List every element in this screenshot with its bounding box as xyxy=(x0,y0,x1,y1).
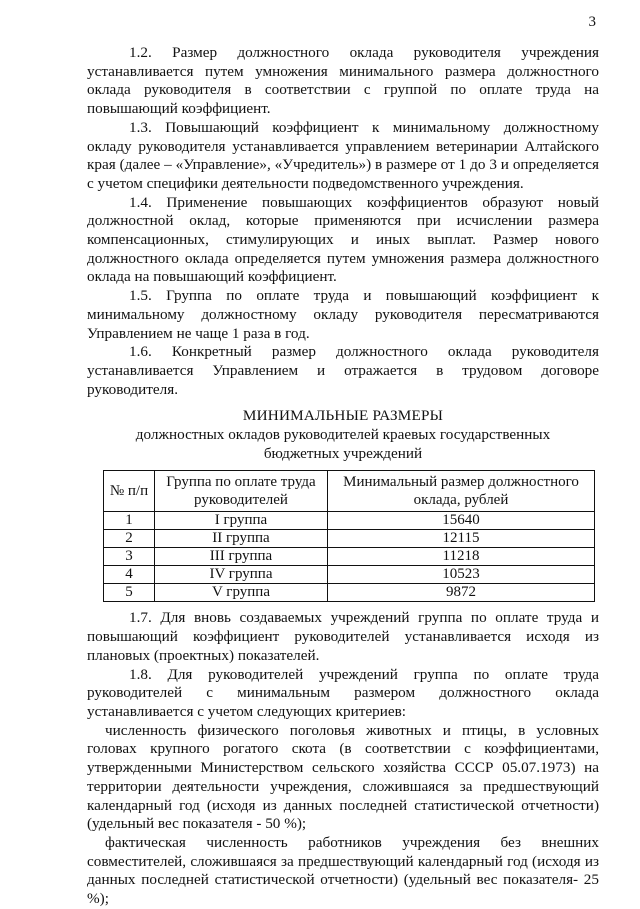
header-number: № п/п xyxy=(104,471,155,512)
paragraph-1-3: 1.3. Повышающий коэффициент к минимальному должностному окладу руководителя устанавливается управлением ветеринарии Алтайского края (далее – «Управление», «Учредитель») в размере от 1 до 3 и определяется с учетом специфики деятельности подведомственного учреждения. xyxy=(87,118,599,192)
row-salary: 9872 xyxy=(328,584,595,602)
row-number: 2 xyxy=(104,530,155,548)
paragraph-1-8: 1.8. Для руководителей учреждений группа по оплате труда руководителей с минимальным размером должностного оклада устанавливается с учетом следующих критериев: xyxy=(87,665,599,720)
row-number: 5 xyxy=(104,584,155,602)
row-group: IV группа xyxy=(155,566,328,584)
paragraph-1-7: 1.7. Для вновь создаваемых учреждений группа по оплате труда и повышающий коэффициент руководителей устанавливается исходя из плановых (проектных) показателей. xyxy=(87,609,599,664)
header-group: Группа по оплате труда руководителей xyxy=(155,471,328,512)
row-number: 4 xyxy=(104,566,155,584)
row-salary: 15640 xyxy=(328,512,595,530)
row-group: V группа xyxy=(155,584,328,602)
row-group: III группа xyxy=(155,548,328,566)
document-body xyxy=(87,44,599,909)
page-number: 3 xyxy=(588,14,596,30)
row-group: II группа xyxy=(155,530,328,548)
paragraph-1-6: 1.6. Конкретный размер должностного оклада руководителя устанавливается Управлением и отражается в трудовом договоре руководителя. xyxy=(87,343,599,398)
table-row xyxy=(104,530,595,548)
table-subtitle-line-2: бюджетных учреждений xyxy=(263,444,423,462)
header-salary: Минимальный размер должностного оклада, рублей xyxy=(328,471,595,512)
table-row xyxy=(104,566,595,584)
table-header-row xyxy=(104,471,595,512)
row-salary: 11218 xyxy=(328,548,595,566)
row-number: 1 xyxy=(104,512,155,530)
table-title: МИНИМАЛЬНЫЕ РАЗМЕРЫ xyxy=(242,407,444,425)
table-heading xyxy=(87,407,599,463)
row-group: I группа xyxy=(155,512,328,530)
criterion-staff: фактическая численность работников учреждения без внешних совместителей, сложившаяся за предшествующий календарный год (исходя из данных последней статистической отчетности) (удельный вес показателя- 25 %); xyxy=(87,833,599,908)
row-number: 3 xyxy=(104,548,155,566)
salary-table xyxy=(103,470,595,602)
row-salary: 12115 xyxy=(328,530,595,548)
paragraph-1-5: 1.5. Группа по оплате труда и повышающий коэффициент к минимальному должностному окладу руководителя пересматриваются Управлением не чаще 1 раза в год. xyxy=(87,287,599,342)
table-row xyxy=(104,548,595,566)
criterion-livestock: численность физического поголовья животных и птицы, в условных головах крупного рогатого скота (в соответствии с коэффициентами, утвержденными Министерством сельского хозяйства СССР 05.07.1973) на территории деятельности учреждения, сложившаяся за предшествующий календарный год (исходя из данных последней статистической отчетности) (удельный вес показателя - 50 %); xyxy=(87,721,599,833)
table-subtitle-line-1: должностных окладов руководителей краевых государственных xyxy=(135,426,551,444)
row-salary: 10523 xyxy=(328,566,595,584)
paragraph-1-2: 1.2. Размер должностного оклада руководителя учреждения устанавливается путем умножения минимального размера должностного оклада руководителя в соответствии с группой по оплате труда на повышающий коэффициент. xyxy=(87,44,599,118)
table-row xyxy=(104,512,595,530)
table-row xyxy=(104,584,595,602)
paragraph-1-4: 1.4. Применение повышающих коэффициентов образуют новый должностной оклад, которые применяются при исчислении размера компенсационных, стимулирующих и иных выплат. Размер нового должностного оклада определяется путем умножения размера должностного оклада на повышающий коэффициент. xyxy=(87,193,599,286)
